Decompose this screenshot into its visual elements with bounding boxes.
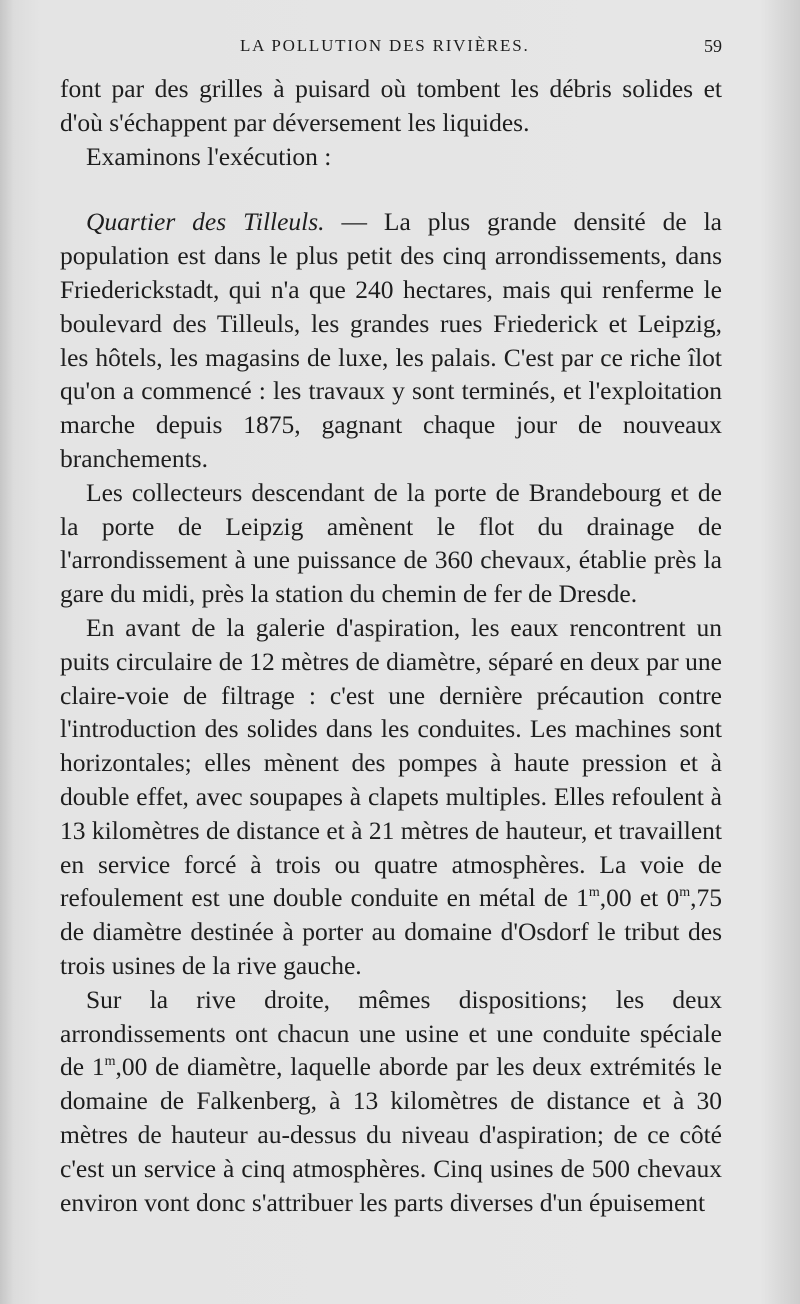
- page-edge-shading: [760, 0, 800, 1304]
- page-header: [60, 36, 722, 60]
- paragraph-collecteurs: Les collecteurs descendant de la porte de Brandebourg et de la porte de Leipzig amènent le flot du drainage de l'arrondissement à une puissance de 360 chevaux, établie près la gare du midi, près la station du chemin de fer de Dresde.: [60, 477, 722, 609]
- paragraph-text: Sur la rive droite, mêmes dispositions; les deux arrondissements ont chacun une usine et une conduite spéciale de 1: [60, 984, 722, 1082]
- section-title-italic: Quartier des Tilleuls.: [86, 207, 325, 237]
- running-title: LA POLLUTION DES RIVIÈRES.: [240, 36, 530, 55]
- paragraph-text: ,75 de diamètre destinée à porter au domaine d'Osdorf le tribut des trois usines de la rive gauche.: [60, 883, 722, 980]
- superscript-unit: m: [588, 885, 600, 901]
- paragraph-text: ,00 et 0: [599, 883, 680, 913]
- paragraph-examinons: Examinons l'exécution :: [86, 141, 332, 171]
- paragraph-galerie: [60, 611, 722, 983]
- body-text: [60, 72, 722, 1219]
- page-number: 59: [704, 36, 722, 56]
- paragraph-quartier-tilleuls: [60, 205, 722, 475]
- superscript-unit: m: [679, 885, 691, 901]
- paragraph-continuation: font par des grilles à puisard où tombent les débris solides et d'où s'échappent par déversement les liquides.: [60, 74, 722, 137]
- paragraph-text: ,00 de diamètre, laquelle aborde par les deux extrémités le domaine de Falkenberg, à 13 kilomètres de distance et à 30 mètres de hauteur au-dessus du niveau d'aspiration; de ce côté c'est un service à cinq atmosphères. Cinq usines de 500 chevaux environ vont donc s'attribuer les parts diverses d'un épuisement: [60, 1052, 723, 1217]
- superscript-unit: m: [104, 1054, 116, 1070]
- paragraph-rive-droite: [60, 983, 722, 1220]
- paragraph-text: — La plus grande densité de la population est dans le plus petit des cinq arrondissements, dans Friederickstadt, qui n'a que 240 hectares, mais qui renferme le boulevard des Tilleuls, les grandes rues Friederick et Leipzig, les hôtels, les magasins de luxe, les palais. C'est par ce riche îlot qu'on a commencé : les travaux y sont terminés, et l'exploitation marche depuis 1875, gagnant chaque jour de nouveaux branchements.: [60, 207, 722, 473]
- paragraph-text: En avant de la galerie d'aspiration, les eaux rencontrent un puits circulaire de 12 mètres de diamètre, séparé en deux par une claire-voie de filtrage : c'est une dernière précaution contre l'introduction des solides dans les conduites. Les machines sont horizontales; elles mènent des pompes à haute pression et à double effet, avec soupapes à clapets multiples. Elles refoulent à 13 kilomètres de distance et à 21 mètres de hauteur, et travaillent en service forcé à trois ou quatre atmosphères. La voie de refoulement est une double conduite en métal de 1: [60, 612, 722, 913]
